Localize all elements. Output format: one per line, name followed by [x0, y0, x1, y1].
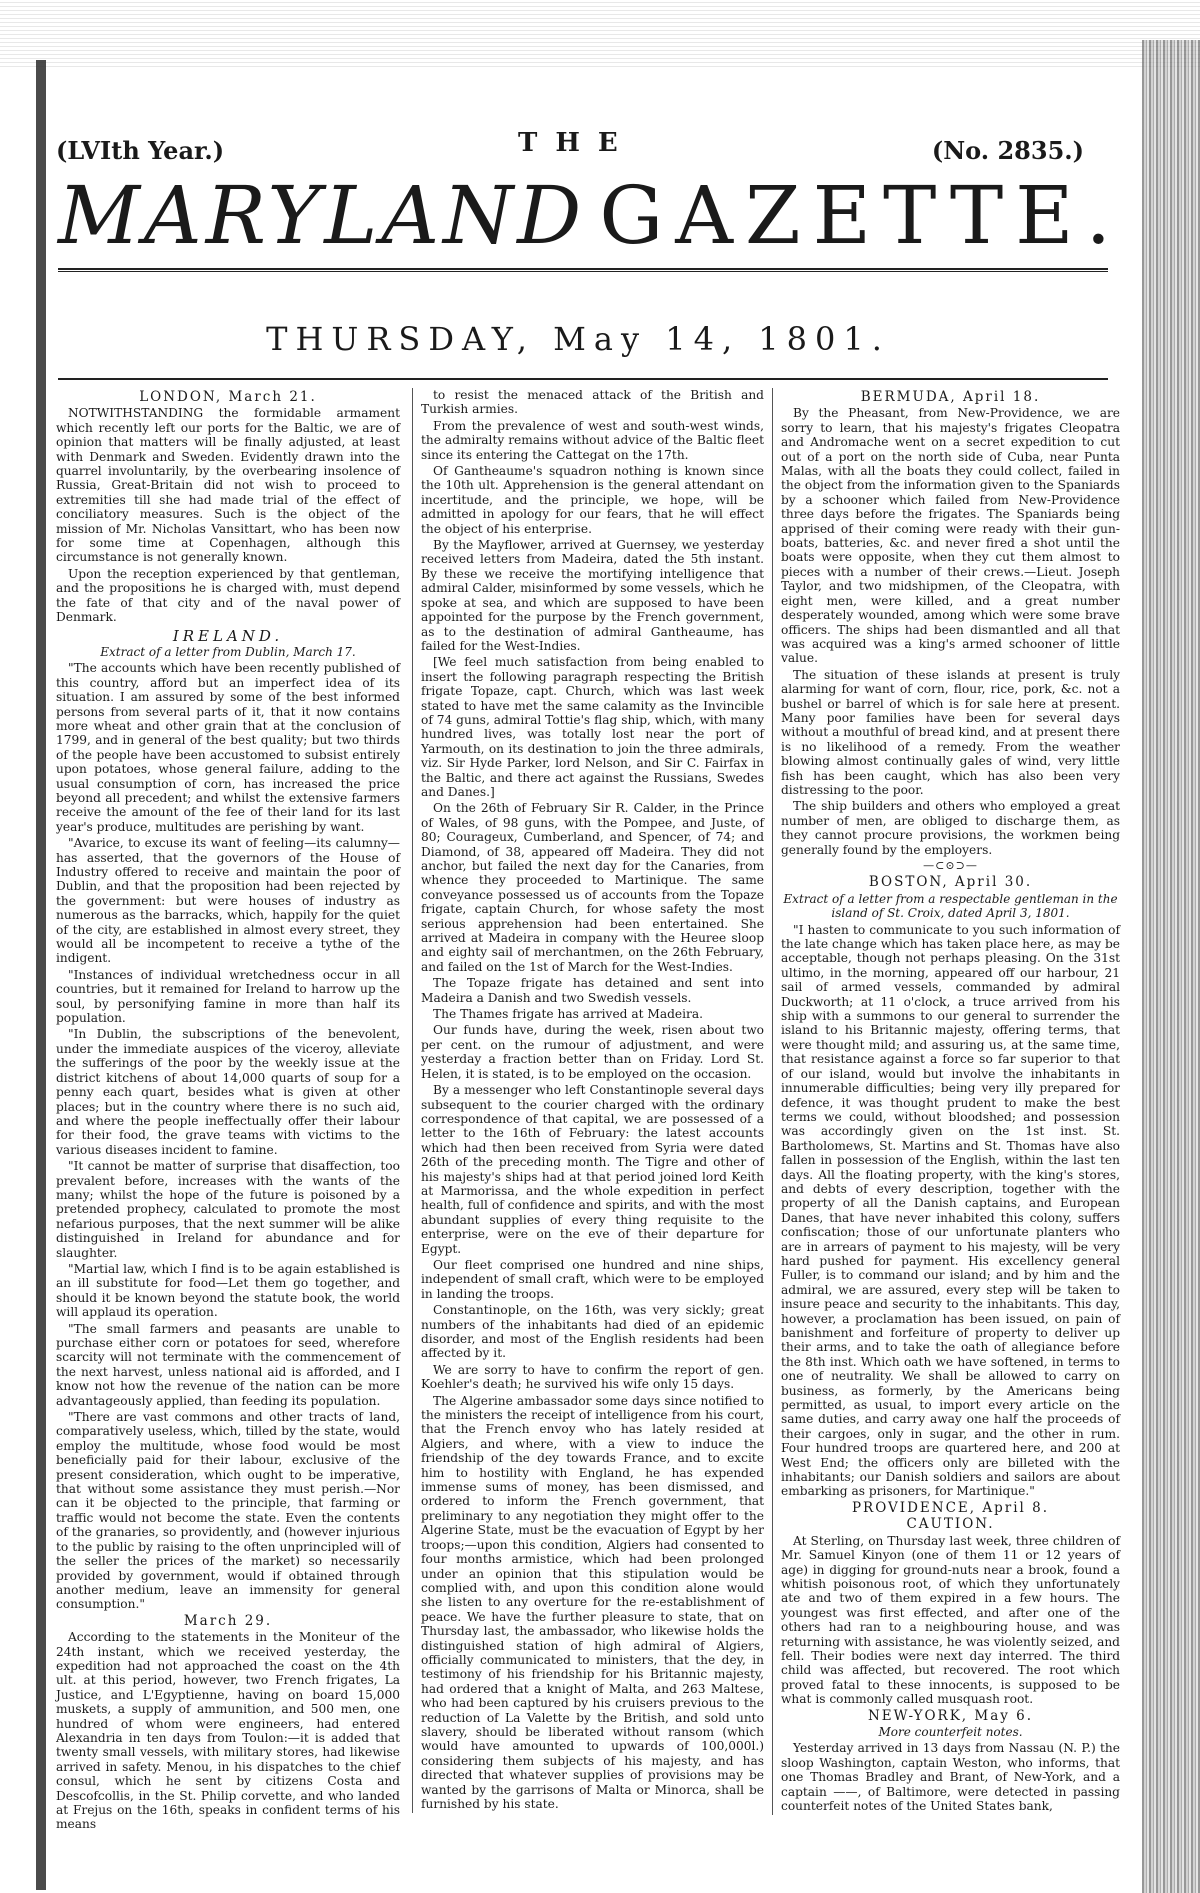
- col2-para-6: On the 26th of February Sir R. Calder, in the Prince of Wales, of 98 guns, with the Pompee, and Juste, of 80; Courageux, Cumberland, and Spencer, of 74; and Diamond, of 38, appeared off Madeira. They did not anchor, but failed the next day for the Canaries, from whence they proceeded to Martinique. The same conveyance possessed us of accounts from the Topaze frigate, captain Church, for whose safety the most serious apprehension had been entertained. She arrived at Madeira in company with the Heuree sloop and eighty sail of merchantmen, on the 26th February, and failed on the 1st of March for the West-Indies.: [421, 801, 764, 974]
- masthead-rule-thin: [58, 271, 1108, 272]
- ireland-subheading: Extract of a letter from Dublin, March 17.: [100, 644, 356, 659]
- column-2: [412, 388, 764, 1813]
- scan-left-edge: [36, 60, 46, 1890]
- ireland-para-6: "Martial law, which I find is to be again established is an ill substitute for food—Let them go together, and should it be known beyond the statute book, the world will applaud its operation.: [56, 1261, 400, 1320]
- ireland-para-2: "Avarice, to excuse its want of feeling—its calumny—has asserted, that the governors of the House of Industry offered to receive and maintain the poor of Dublin, and that the proposition had been rejected by the government: but were houses of industry as numerous as the barracks, which, happily for the quiet of the city, are established in almost every street, they would all be incompetent to receive a tythe of the indigent.: [56, 836, 400, 966]
- bermuda-para-2: The situation of these islands at present is truly alarming for want of corn, flour, rice, pork, &c. not a bushel or barrel of which is for sale here at present. Many poor families have been for several days without a mouthful of bread kind, and at present there is no likelihood of a remedy. From the weather blowing almost continually gales of wind, very little fish has been caught, which has also been very distressing to the poor.: [781, 667, 1120, 797]
- bermuda-para-1: By the Pheasant, from New-Providence, we are sorry to learn, that his majesty's frigates Cleopatra and Andromache went on a secret expedition to cut out of a port on the north side of Cuba, near Punta Malas, with all the boats they could collect, failed in the object from the information given to the Spaniards by a schooner which failed from New-Providence three days before the frigates. The Spaniards being apprised of their coming were ready with their gun-boats, batteries, &c. and never fired a shot until the boats were opposite, when they cut them almost to pieces with a number of their crews.—Lieut. Joseph Taylor, and two midshipmen, of the Cleopatra, with eight men, were killed, and a great number desperately wounded, among which were some brave officers. The ships had been dismantled and all that was acquired was a king's armed schooner of little value.: [781, 406, 1120, 666]
- scan-top-edge: [0, 0, 1200, 70]
- newspaper-page: [48, 70, 1140, 1890]
- ireland-para-3: "Instances of individual wretchedness occur in all countries, but it remained for Ireland to harrow up the soul, by personifying famine in more than half its population.: [56, 967, 400, 1026]
- title-maryland: MARYLAND: [58, 169, 586, 262]
- col2-para-8: The Thames frigate has arrived at Madeira.: [433, 1007, 703, 1022]
- col2-para-10: By a messenger who left Constantinople several days subsequent to the courier charged with the ordinary correspondence of that capital, we are possessed of a letter to the 16th of February: the latest accounts which had then been received from Syria were dated 26th of the preceding month. The Tigre and other of his majesty's ships had at that period joined lord Keith at Marmorissa, and the whole expedition in perfect health, full of confidence and spirits, and with the most abundant supplies of every thing requisite to the enterprise, were on the eve of their departure for Egypt.: [421, 1083, 764, 1256]
- providence-para: At Sterling, on Thursday last week, three children of Mr. Samuel Kinyon (one of them 11 or 12 years of age) in digging for ground-nuts near a brook, found a whitish poisonous root, of which they unfortunately ate and two of them expired in a few hours. The youngest was first effected, and after one of the others had ran to a neighbouring house, and was returning with assistance, he was violently seized, and fell. Their bodies were next day interred. The third child was affected, but recovered. The root which proved fatal to these innocents, is supposed to be what is commonly called musquash root.: [781, 1533, 1120, 1707]
- col2-para-9: Our funds have, during the week, risen about two per cent. on the rumour of adjustment, and were yesterday a fraction better than on Friday. Lord St. Helen, it is stated, is to be employed on the occasion.: [421, 1023, 764, 1081]
- march29-dateline: March 29.: [183, 1612, 273, 1629]
- masthead-rule: [58, 268, 1108, 270]
- newyork-subheading: More counterfeit notes.: [878, 1724, 1023, 1739]
- masthead-the: THE: [518, 128, 636, 158]
- newyork-para: Yesterday arrived in 13 days from Nassau (N. P.) the sloop Washington, captain Weston, who informs, that one Thomas Bradley and Brant, of New-York, and a captain ——, of Baltimore, were detected in passing counterfeit notes of the United States bank,: [781, 1741, 1120, 1813]
- london-para-2: Upon the reception experienced by that gentleman, and the propositions he is charged with, must depend the fate of that city and of the naval power of Denmark.: [56, 566, 400, 625]
- col2-para-4: By the Mayflower, arrived at Guernsey, we yesterday received letters from Madeira, dated the 5th instant. By these we receive the mortifying intelligence that admiral Calder, misinformed by some vessels, which he spoke at sea, and which are supposed to have been appointed for the purpose by the French government, as to the destination of admiral Gantheaume, has failed for the West-Indies.: [421, 538, 765, 653]
- ireland-para-1: "The accounts which have been recently published of this country, afford but an imperfect idea of its situation. I am assured by some of the best informed persons from several parts of it, that it now contains more wheat and other grain that at the conclusion of 1799, and in general of the best quality; but two thirds of the people have been accustomed to subsist entirely upon potatoes, whose general failure, adding to the usual consumption of corn, has increased the price beyond all precedent; and whilst the extensive farmers receive the amount of the fee of their land for its last year's produce, multitudes are perishing by want.: [56, 661, 400, 834]
- march29-para: According to the statements in the Moniteur of the 24th instant, which we received yesterday, the expedition had not approached the coast on the 4th ult. at this period, however, two French frigates, La Justice, and L'Egyptienne, having on board 15,000 muskets, a supply of ammunition, and 500 men, one hundred of whom were engineers, had entered Alexandria in ten days from Toulon:—it is added that twenty small vessels, with military stores, had likewise arrived in safety. Menou, in his dispatches to the chief consul, which he sent by citizens Costa and Descofcollis, in the St. Philip corvette, and who landed at Frejus on the 16th, speaks in confident terms of his means: [56, 1630, 400, 1832]
- col2-para-1: to resist the menaced attack of the British and Turkish armies.: [421, 388, 764, 417]
- london-dateline: LONDON, March 21.: [139, 389, 317, 405]
- ireland-heading: IRELAND.: [172, 626, 284, 645]
- newspaper-title: [58, 168, 1124, 264]
- col2-para-5: [We feel much satisfaction from being enabled to insert the following paragraph respecting the British frigate Topaze, capt. Church, which was last week stated to have met the same calamity as the Invincible of 74 guns, admiral Tottie's flag ship, which, with many hundred lives, was totally lost near the port of Yarmouth, on its destination to join the three admirals, viz. Sir Hyde Parker, lord Nelson, and Sir C. Fairfax in the Baltic, and there act against the Russians, Swedes and Danes.]: [421, 655, 764, 799]
- masthead-row: [48, 128, 1108, 168]
- title-gazette: GAZETTE.: [599, 169, 1124, 262]
- providence-dateline: PROVIDENCE, April 8.: [851, 1499, 1050, 1516]
- ireland-para-7: "The small farmers and peasants are unable to purchase either corn or potatoes for seed, wherefore scarcity will not terminate with the commencement of the next harvest, unless national aid is afforded, and I know not how the revenue of the nation can be more advantageously applied, than feeding its population.: [56, 1321, 400, 1408]
- caution-heading: CAUTION.: [906, 1516, 995, 1533]
- scan-right-edge: [1142, 40, 1200, 1893]
- volume-year: (LVIth Year.): [56, 136, 225, 165]
- col2-para-13: We are sorry to have to confirm the report of gen. Koehler's death; he survived his wife only 15 days.: [421, 1362, 764, 1392]
- column-3: [772, 388, 1120, 1815]
- ireland-para-4: "In Dublin, the subscriptions of the benevolent, under the immediate auspices of the viceroy, alleviate the sufferings of the poor by the weekly issue at the district kitchens of about 14,000 quarts of soup for a penny each quart, besides what is given at other places; but in the country where there is no such aid, and where the people ineffectually offer their labour for their food, the grave teams with victims to the various diseases incident to famine.: [56, 1027, 400, 1157]
- col2-para-14: The Algerine ambassador some days since notified to the ministers the receipt of intelligence from his court, that the French envoy who has lately resided at Algiers, and where, with a view to induce the friendship of the dey towards France, and to excite him to hostility with England, he has expended immense sums of money, has been dismissed, and ordered to inform the French government, that preliminary to any negotiation they might offer to the Algerine State, must be the evacuation of Egypt by her troops;—upon this condition, Algiers had consented to four months armistice, which had been prolonged under an opinion that this stipulation would be complied with, and upon this condition alone would she listen to any overture for the re-establishment of peace. We have the further pleasure to state, that on Thursday last, the ambassador, who likewise holds the distinguished station of high admiral of Algiers, officially communicated to ministers, that the dey, in testimony of his friendship for his Britannic majesty, had ordered that a knight of Malta, and 263 Maltese, who had been captured by his cruisers previous to the reduction of La Valette by the British, and sold unto slavery, should be liberated without ransom (which would have amounted to upwards of 100,000l.) considering them subjects of his majesty, and has directed that whatever supplies of provisions may be wanted by the garrisons of Malta or Minorca, shall be furnished by his state.: [421, 1393, 764, 1811]
- section-divider: —⊂⊙⊃—: [923, 859, 978, 872]
- boston-subheading: Extract of a letter from a respectable gentleman in the island of St. Croix, dated April 3, 1801.: [783, 891, 1118, 921]
- ireland-para-8: "There are vast commons and other tracts of land, comparatively useless, which, tilled by the state, would employ the multitude, whose food would be most beneficially paid for their labour, exclusive of the present consideration, which ought to be imperative, that without some assistance they must perish.—Nor can it be objected to the principle, that farming or traffic would not become the state. Even the contents of the granaries, so providently, and (however injurious to the public by raising to the often unprincipled will of the seller the prices of the market) so necessarily provided by government, would if obtained through another medium, leave an immensity for general consumption.": [56, 1410, 400, 1612]
- ireland-para-5: "It cannot be matter of surprise that disaffection, too prevalent before, increases with the wants of the many; whilst the hope of the future is poisoned by a pretended prophecy, calculated to promote the most nefarious purposes, that the next summer will be alike distinguished in Ireland for abundance and for slaughter.: [56, 1159, 400, 1260]
- boston-dateline: BOSTON, April 30.: [868, 874, 1033, 891]
- col2-para-11: Our fleet comprised one hundred and nine ships, independent of small craft, which were to be employed in landing the troops.: [421, 1257, 764, 1301]
- col2-para-3: Of Gantheaume's squadron nothing is known since the 10th ult. Apprehension is the general attendant on incertitude, and the principle, we hope, will be admitted in apology for our fears, that he will effect the object of his enterprise.: [421, 464, 764, 536]
- boston-para: "I hasten to communicate to you such information of the late change which has taken place here, as may be acceptable, though not perhaps pleasing. On the 31st ultimo, in the morning, appeared off our harbour, 21 sail of armed vessels, commanded by admiral Duckworth; at 11 o'clock, a truce arrived from his ship with a summons to our general to surrender the island to his Britannic majesty, offering terms, that were thought mild; and assuring us, at the same time, that resistance against a force so far superior to that of our island, would but involve the inhabitants in innumerable difficulties; being very illy prepared for defence, it was thought prudent to make the best terms we could, without bloodshed; and possession was accordingly given on the 1st inst. St. Bartholomews, St. Martins and St. Thomas have also fallen in possession of the English, within the last ten days. All the floating property, with the king's stores, and debts of every description, together with the property of all the Danish captains, and European Danes, that have never inhabited this colony, suffers confiscation; those of our unfortunate planters who are in arrears of payment to his majesty, will be very hard pushed for payment. His excellency general Fuller, is to command our island; and by him and the admiral, we are assured, every step will be taken to insure peace and security to the inhabitants. This day, however, a proclamation has been issued, on pain of banishment and forfeiture of property to deliver up their arms, and to take the oath of allegiance before the 8th inst. Which oath we have softened, in terms to one of neutrality. We shall be allowed to carry on business, as formerly, by the Americans being permitted, as usual, to import every article on the same duties, and carry away one half the proceeds of their cargoes, only in sugar, and the other in rum. Four hundred troops are quartered here, and 200 at West End; the officers only are billeted with the inhabitants; our Danish soldiers and sailors are about embarking as prisoners, for Martinique.": [781, 922, 1120, 1499]
- date-rule: [58, 378, 1108, 380]
- newyork-dateline: NEW-YORK, May 6.: [867, 1707, 1034, 1724]
- column-1: [56, 388, 400, 1834]
- issue-date: THURSDAY, May 14, 1801.: [266, 320, 890, 358]
- issue-number: (No. 2835.): [931, 136, 1084, 165]
- bermuda-para-3: The ship builders and others who employed a great number of men, are obliged to discharge them, as they cannot procure provisions, the workmen being generally found by the employers.: [781, 799, 1120, 857]
- bermuda-dateline: BERMUDA, April 18.: [860, 389, 1041, 405]
- col2-para-7: The Topaze frigate has detained and sent into Madeira a Danish and two Swedish vessels.: [421, 976, 764, 1005]
- col2-para-12: Constantinople, on the 16th, was very sickly; great numbers of the inhabitants had died of an epidemic disorder, and most of the English residents had been affected by it.: [421, 1303, 764, 1361]
- col2-para-2: From the prevalence of west and south-west winds, the admiralty remains without advice of the Baltic fleet since its entering the Cattegat on the 17th.: [421, 418, 764, 462]
- london-para-1: NOTWITHSTANDING the formidable armament which recently left our ports for the Baltic, we are of opinion that matters will be finally adjusted, at least with Denmark and Sweden. Evidently drawn into the quarrel involuntarily, by the overbearing insolence of Russia, Great-Britain did not wish to proceed to extremities till she had made trial of the effect of conciliatory measures. Such is the object of the mission of Mr. Nicholas Vansittart, who has been now for some time at Copenhagen, although this circumstance is not generally known.: [56, 406, 400, 565]
